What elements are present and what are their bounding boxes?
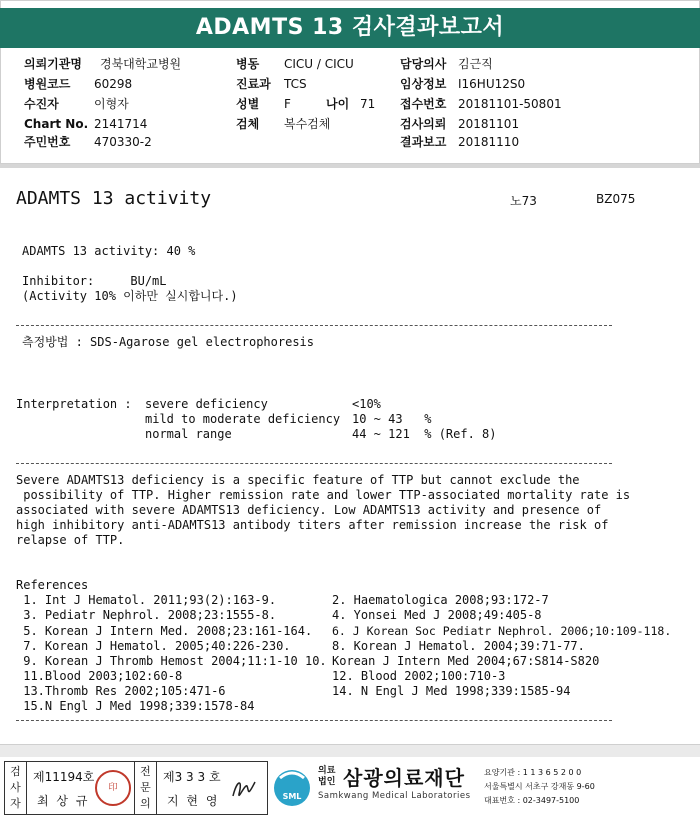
org-info-line: 대표번호 : 02-3497-5100: [484, 796, 580, 805]
divider-line: [16, 325, 612, 326]
interp-row-name: severe deficiency: [145, 397, 268, 411]
reference-item: 1. Int J Hematol. 2011;93(2):163-9.: [16, 593, 277, 607]
tester-name: 최 상 규: [37, 794, 90, 808]
interp-row-name: mild to moderate deficiency: [145, 412, 341, 426]
tester-label: 검사자: [5, 762, 27, 814]
header-field-receipt-no: 접수번호 20181101-50801: [400, 97, 562, 111]
reference-item: 7. Korean J Hematol. 2005;40:226-230.: [16, 639, 291, 653]
references-title: References: [16, 578, 89, 592]
tester-cell: [27, 762, 135, 814]
reference-item: 15.N Engl J Med 1998;339:1578-84: [16, 699, 255, 713]
reference-item: 13.Thromb Res 2002;105:471-6: [16, 684, 226, 698]
reference-item: Korean J Intern Med 2004;67:S814-S820: [332, 654, 600, 668]
header-field-clinical-info: 임상정보 I16HU12S0: [400, 77, 526, 91]
inhibitor-result: Inhibitor: BU/mL: [22, 274, 167, 288]
report-title: ADAMTS 13 검사결과보고서: [0, 8, 700, 48]
comment-line: relapse of TTP.: [16, 533, 125, 547]
divider-line: [16, 463, 612, 464]
reference-item: 3. Pediatr Nephrol. 2008;23:1555-8.: [16, 608, 277, 622]
org-name: 삼광의료재단: [343, 766, 465, 790]
header-field-department: 진료과 TCS: [236, 77, 307, 91]
reference-item: 12. Blood 2002;100:710-3: [332, 669, 506, 683]
handwritten-note-right: BZ075: [596, 192, 636, 206]
method-line: 측정방법 : SDS-Agarose gel electrophoresis: [22, 335, 315, 349]
tester-seal-icon: 印: [95, 770, 131, 806]
org-info-line: 서울특별시 서초구 강재동 9-60: [484, 782, 595, 791]
header-field-patient: 수진자 이형자: [24, 97, 129, 111]
header-field-hospital-code: 병원코드 60298: [24, 77, 133, 91]
org-english-name: Samkwang Medical Laboratories: [318, 791, 471, 801]
header-field-request-date: 검사의뢰 20181101: [400, 117, 520, 131]
activity-result: ADAMTS 13 activity: 40 %: [22, 244, 196, 258]
comment-line: possibility of TTP. Higher remission rate and lower TTP-associated mortality rate is: [16, 488, 631, 502]
interp-row-name: normal range: [145, 427, 232, 441]
reference-item: 5. Korean J Intern Med. 2008;23:161-164.: [16, 624, 313, 638]
specialist-label: 전문의: [135, 762, 157, 814]
header-field-resident-no: 주민번호 470330-2: [24, 135, 152, 149]
specialist-cell: [157, 762, 267, 814]
divider-line: [16, 720, 612, 721]
header-field-report-date: 결과보고 20181110: [400, 135, 520, 149]
reference-item: 9. Korean J Thromb Hemost 2004;11:1-10 10.: [16, 654, 327, 668]
reference-item: 8. Korean J Hematol. 2004;39:71-77.: [332, 639, 585, 653]
comment-line: high inhibitory anti-ADAMTS13 antibody titers after remission increase the risk of: [16, 518, 609, 532]
comment-line: Severe ADAMTS13 deficiency is a specific feature of TTP but cannot exclude the: [16, 473, 580, 487]
tester-license-no: 제11194호: [33, 770, 95, 784]
header-field-doctor: 담당의사 김근직: [400, 57, 493, 71]
header-separator: [0, 164, 700, 168]
interp-row-range: 10 ~ 43 %: [352, 412, 432, 426]
footer-band: [0, 744, 700, 757]
specialist-name: 지 현 영: [167, 794, 220, 808]
org-prefix: 의료법인: [318, 766, 336, 787]
report-heading: ADAMTS 13 activity: [16, 188, 212, 209]
org-info: [484, 766, 595, 808]
reference-item: 11.Blood 2003;102:60-8: [16, 669, 183, 683]
org-info-line: 요양기관 : 1 1 3 6 5 2 0 0: [484, 768, 582, 777]
header-field-specimen: 검체 복수검체: [236, 117, 331, 131]
header-field-hospital: 의뢰기관명 경북대학교병원: [24, 57, 182, 71]
handwritten-note-left: 노73: [510, 194, 537, 208]
header-field-ward: 병동 CICU / CICU: [236, 57, 354, 71]
header-field-sex: 성별 F: [236, 97, 291, 111]
sml-logo-icon: SML: [272, 764, 312, 812]
interp-row-range: 44 ~ 121 % (Ref. 8): [352, 427, 497, 441]
reference-item: 6. J Korean Soc Pediatr Nephrol. 2006;10:109-118.: [332, 624, 672, 638]
reference-item: 4. Yonsei Med J 2008;49:405-8: [332, 608, 542, 622]
header-field-age: 나이 71: [326, 97, 376, 111]
reference-item: 14. N Engl J Med 1998;339:1585-94: [332, 684, 571, 698]
comment-line: associated with severe ADAMTS13 deficiency. Low ADAMTS13 activity and presence of: [16, 503, 602, 517]
signature-box: [4, 761, 268, 815]
specialist-signature-icon: [227, 772, 261, 806]
interp-row-range: <10%: [352, 397, 381, 411]
header-field-chart-no: Chart No. 2141714: [24, 117, 148, 131]
specialist-license-no: 제3 3 3 호: [163, 770, 221, 784]
inhibitor-note: (Activity 10% 이하만 실시합니다.): [22, 289, 238, 303]
interpretation-label: Interpretation :: [16, 397, 132, 411]
reference-item: 2. Haematologica 2008;93:172-7: [332, 593, 549, 607]
